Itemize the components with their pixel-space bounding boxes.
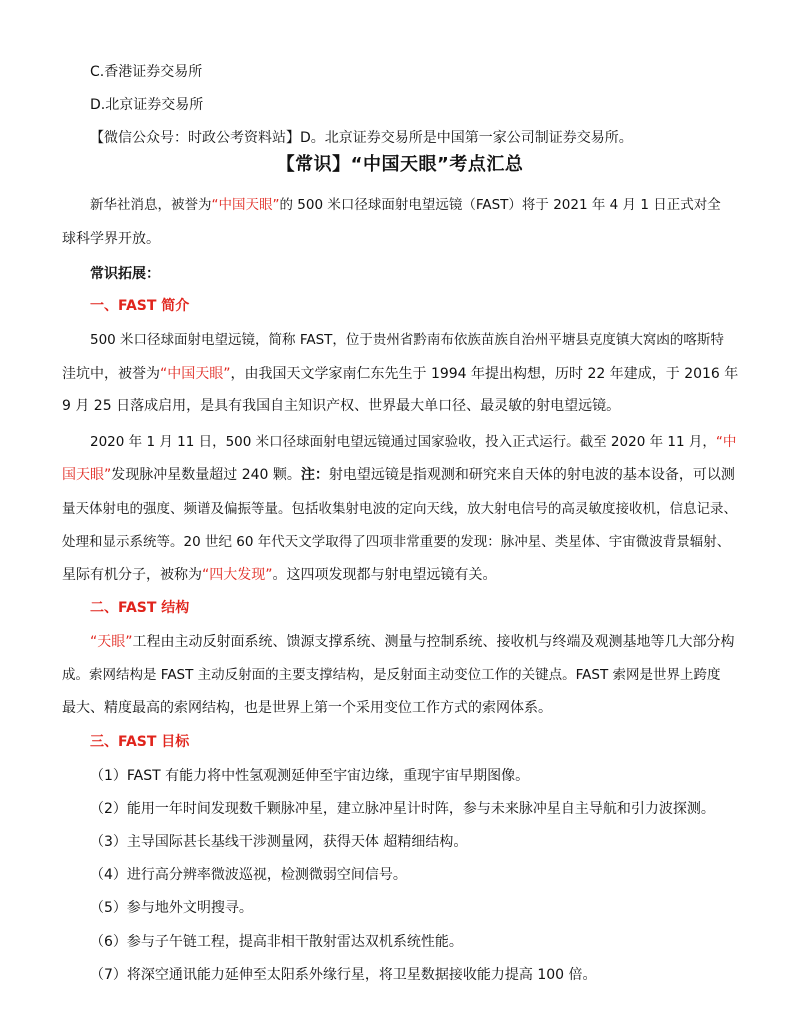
intro-p2-line-3: 量天体射电的强度、频谱及偏振等量。包括收集射电波的定向天线，放大射电信号的高灵敏度接收机，信息记录、 — [62, 501, 737, 517]
intro-p2-text-a: 2020 年 1 月 11 日，500 米口径球面射电望远镜通过国家验收，投入正式运行。截至 2020 年 11 月， — [90, 434, 716, 450]
intro-p2-line-4: 处理和显示系统等。20 世纪 60 年代天文学取得了四项非常重要的发现：脉冲星、类星体、宇宙微波背景辐射、 — [62, 534, 731, 550]
intro-p2-text-d: 星际有机分子，被称为 — [62, 567, 202, 583]
option-c: C.香港证券交易所 — [90, 64, 203, 80]
intro-text-b: ，由我国天文学家南仁东先生于 1994 年提出构想，历时 22 年建成，于 2016 年 — [230, 366, 739, 382]
intro-p2-text-e: 。这四项发现都与射电望远镜有关。 — [272, 567, 497, 583]
goal-item: （3）主导国际甚长基线干涉测量网，获得天体 超精细结构。 — [90, 834, 468, 850]
tianyan-highlight: “中国天眼” — [211, 197, 280, 213]
news-paragraph-line-2: 球科学界开放。 — [62, 231, 160, 247]
note-label: 注： — [300, 467, 329, 483]
intro-line-2 — [62, 364, 742, 384]
tianyan-highlight: “中国天眼” — [160, 366, 231, 382]
intro-p2-text-b: 发现脉冲星数量超过 240 颗。 — [111, 467, 301, 483]
intro-p2-line-2 — [62, 465, 742, 485]
four-discoveries-highlight: “四大发现” — [202, 567, 273, 583]
expand-label: 常识拓展： — [90, 266, 160, 282]
answer-explanation: 【微信公众号：时政公考资料站】D。北京证券交易所是中国第一家公司制证券交易所。 — [90, 130, 633, 146]
goal-item: （1）FAST 有能力将中性氢观测延伸至宇宙边缘，重现宇宙早期图像。 — [90, 768, 530, 784]
structure-text-a: 工程由主动反射面系统、馈源支撑系统、测量与控制系统、接收机与终端及观测基地等几大部分构 — [132, 634, 735, 650]
section-heading-intro: 一、FAST 简介 — [90, 298, 190, 314]
goal-item: （7）将深空通讯能力延伸至太阳系外缘行星，将卫星数据接收能力提高 100 倍。 — [90, 967, 597, 983]
goal-item: （6）参与子午链工程，提高非相干散射雷达双机系统性能。 — [90, 934, 463, 950]
goal-item: （4）进行高分辨率微波巡视，检测微弱空间信号。 — [90, 867, 407, 883]
news-text-b: 的 500 米口径球面射电望远镜（FAST）将于 2021 年 4 月 1 日正式对全 — [279, 197, 721, 213]
intro-line-3: 9 月 25 日落成启用，是具有我国自主知识产权、世界最大单口径、最灵敏的射电望远镜。 — [62, 398, 621, 414]
structure-line-2: 成。索网结构是 FAST 主动反射面的主要支撑结构，是反射面主动变位工作的关键点。FAST 索网是世界上跨度 — [62, 667, 721, 683]
intro-p2-text-c: 射电望远镜是指观测和研究来自天体的射电波的基本设备，可以测 — [328, 467, 735, 483]
intro-line-1: 500 米口径球面射电望远镜，简称 FAST，位于贵州省黔南布依族苗族自治州平塘县克度镇大窝凼的喀斯特 — [90, 332, 724, 348]
structure-line-1 — [90, 632, 742, 652]
tianyan-highlight: “天眼” — [90, 634, 133, 650]
section-heading-structure: 二、FAST 结构 — [90, 600, 190, 616]
structure-line-3: 最大、精度最高的索网结构，也是世界上第一个采用变位工作方式的索网体系。 — [62, 700, 552, 716]
option-d: D.北京证券交易所 — [90, 97, 204, 113]
intro-p2-line-5 — [62, 565, 742, 585]
goal-item: （5）参与地外文明搜寻。 — [90, 900, 253, 916]
intro-p2-line-1 — [90, 432, 742, 452]
section-heading-goals: 三、FAST 目标 — [90, 734, 190, 750]
intro-text-a: 洼坑中，被誉为 — [62, 366, 160, 382]
tianyan-highlight: “中 — [715, 434, 737, 450]
news-paragraph-line-1 — [90, 195, 742, 215]
goal-item: （2）能用一年时间发现数千颗脉冲星，建立脉冲星计时阵，参与未来脉冲星自主导航和引力波探测。 — [90, 801, 715, 817]
tianyan-highlight: 国天眼” — [62, 467, 112, 483]
news-text-a: 新华社消息，被誉为 — [90, 197, 212, 213]
page-title: 【常识】“中国天眼”考点汇总 — [276, 154, 524, 175]
